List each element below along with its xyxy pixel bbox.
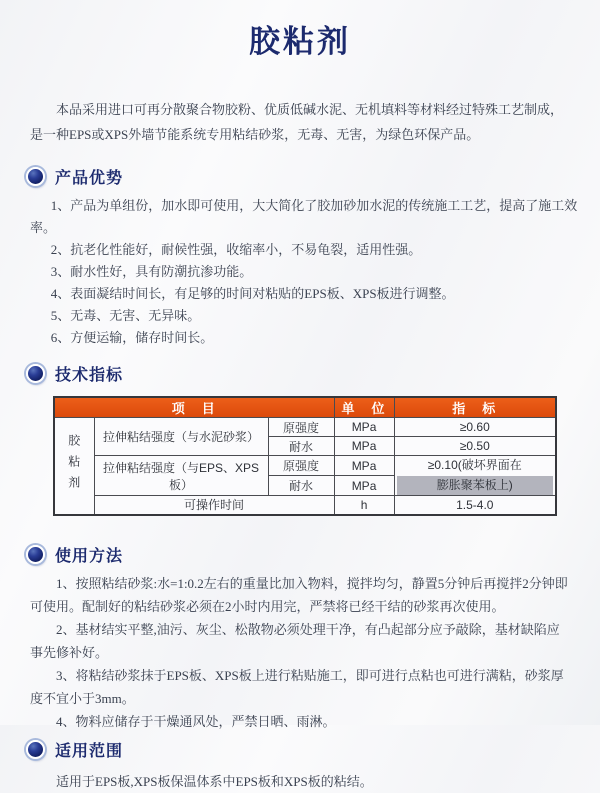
advantage-item: 6、方便运输，储存时间长。 <box>50 330 214 345</box>
advantage-item: 2、抗老化性能好，耐候性强，收缩率小，不易龟裂，适用性强。 <box>50 242 422 257</box>
usage-item: 1、按照粘结砂浆:水=1:0.2左右的重量比加入物料，搅拌均匀，静置5分钟后再搅拌2分钟即可使用。配制好的粘结砂浆必须在2小时内用完，严禁将已经干结的砂浆再次使用。 <box>30 575 568 614</box>
table-row <box>54 496 556 515</box>
section-specs-title: 技术指标 <box>55 366 124 384</box>
usage-item: 2、基材结实平整,油污、灰尘、松散物必须处理干净，有凸起部分应予敲除，基材缺陷应事先修补好。 <box>30 621 560 660</box>
section-specs-header <box>26 361 600 385</box>
table-header-item: 项 目 <box>54 397 334 418</box>
page-title: 胶粘剂 <box>249 24 351 59</box>
advantage-item: 3、耐水性好，具有防潮抗渗功能。 <box>50 264 253 279</box>
bullet-ball-icon <box>26 740 45 759</box>
index-cell-merged <box>394 456 556 496</box>
condition-cell: 耐水 <box>268 476 334 496</box>
condition-cell: 耐水 <box>268 437 334 456</box>
section-scope-header <box>26 738 600 762</box>
specs-table <box>53 396 557 516</box>
table-header-unit: 单 位 <box>334 397 394 418</box>
condition-cell: 原强度 <box>268 418 334 437</box>
table-header-row <box>54 397 556 418</box>
unit-cell: MPa <box>334 418 394 437</box>
section-scope-title: 适用范围 <box>55 743 124 760</box>
bullet-ball-icon <box>26 545 45 564</box>
advantage-item: 5、无毒、无害、无异味。 <box>50 308 201 323</box>
unit-cell: MPa <box>334 476 394 496</box>
item-cell: 拉伸粘结强度（与EPS、XPS板） <box>94 456 268 496</box>
item-cell: 拉伸粘结强度（与水泥砂浆） <box>94 418 268 456</box>
specs-table-wrap <box>53 396 600 516</box>
section-usage-title: 使用方法 <box>55 548 124 565</box>
table-row <box>54 418 556 437</box>
index-cell: ≥0.50 <box>394 437 556 456</box>
condition-cell: 原强度 <box>268 456 334 476</box>
bullet-ball-icon <box>26 364 45 383</box>
index-cell: ≥0.60 <box>394 418 556 437</box>
index-line-2: 膨胀聚苯板上) <box>397 476 554 496</box>
index-cell: 1.5-4.0 <box>394 496 556 515</box>
unit-cell: MPa <box>334 456 394 476</box>
usage-item: 4、物料应储存于干燥通风处，严禁日晒、雨淋。 <box>56 713 336 729</box>
table-header-index: 指 标 <box>394 397 556 418</box>
advantage-item: 4、表面凝结时间长，有足够的时间对粘贴的EPS板、XPS板进行调整。 <box>50 286 455 301</box>
usage-item: 3、将粘结砂浆抹于EPS板、XPS板上进行粘贴施工，即可进行点粘也可进行满粘，砂浆厚度不宜小于3mm。 <box>30 667 564 706</box>
section-usage-header <box>26 543 600 567</box>
section-advantages-header <box>26 164 600 188</box>
table-row <box>54 456 556 476</box>
bullet-ball-icon <box>26 167 45 186</box>
usage-list <box>0 572 600 733</box>
unit-cell: MPa <box>334 437 394 456</box>
scope-paragraph: 适用于EPS板,XPS板保温体系中EPS板和XPS板的粘结。 <box>56 773 373 789</box>
index-line-1: ≥0.10(破坏界面在 <box>397 456 554 476</box>
advantages-list <box>0 195 600 349</box>
intro-paragraph: 本品采用进口可再分散聚合物胶粉、优质低碱水泥、无机填料等材料经过特殊工艺制成，是一种EPS或XPS外墙节能系统专用粘结砂浆，无毒、无害，为绿色环保产品。 <box>30 102 564 142</box>
advantage-item: 1、产品为单组份，加水即可使用，大大简化了胶加砂加水泥的传统施工工艺，提高了施工效率。 <box>30 198 578 235</box>
unit-cell: h <box>334 496 394 515</box>
item-cell: 可操作时间 <box>94 496 334 515</box>
product-name-cell: 胶粘剂 <box>54 418 94 515</box>
section-advantages-title: 产品优势 <box>55 169 124 187</box>
